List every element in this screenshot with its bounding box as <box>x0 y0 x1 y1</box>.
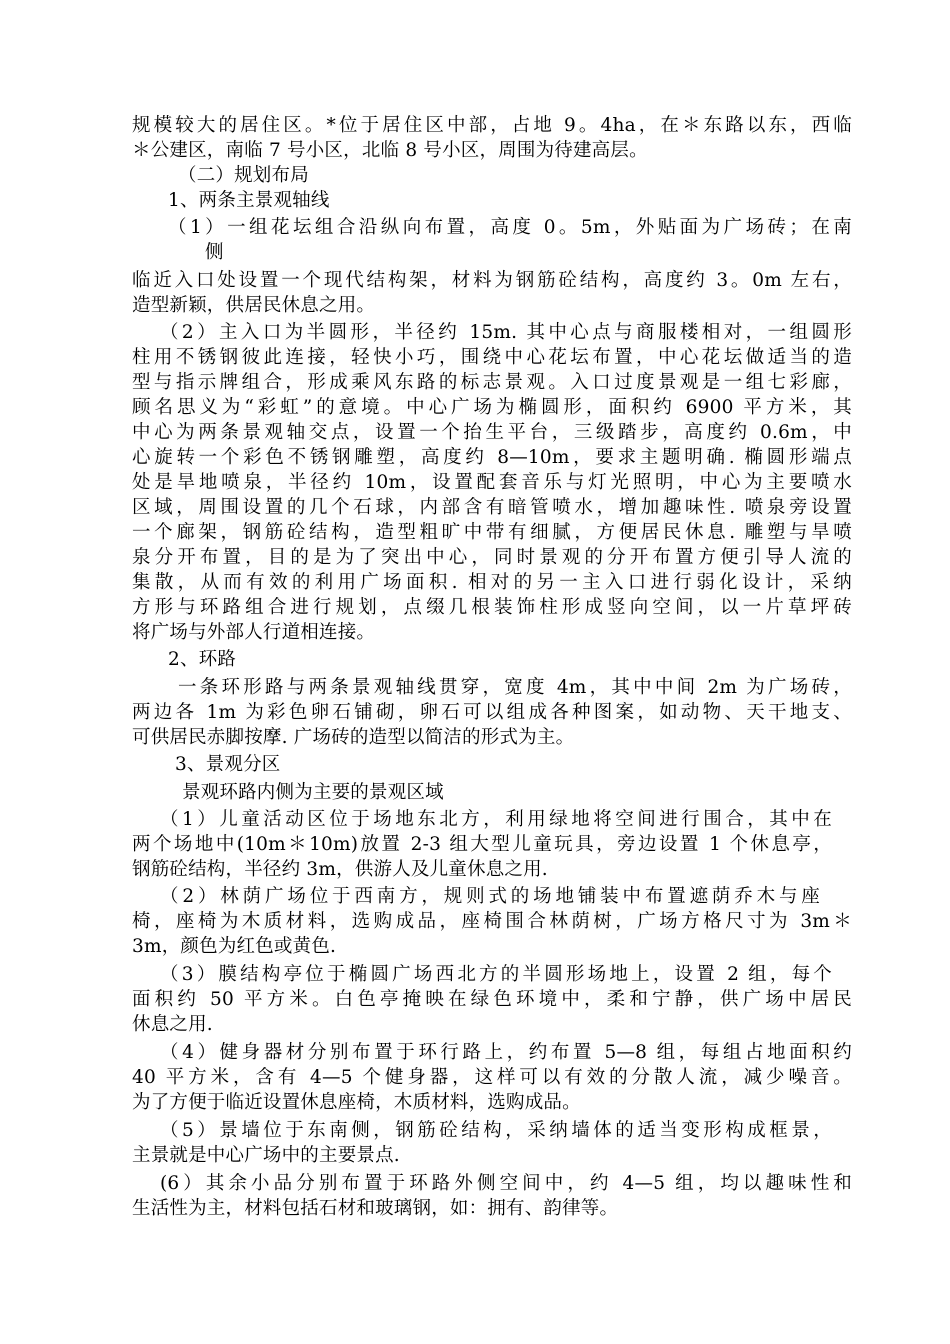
text-line: 40 平方米，含有 4—5 个健身器，这样可以有效的分散人流，减少噪音。 <box>132 1067 852 1088</box>
text-line: 生活性为主，材料包括石材和玻璃钢，如：拥有、韵律等。 <box>132 1198 619 1219</box>
text-line: (6）其余小品分别布置于环路外侧空间中，约 4—5 组，均以趣味性和 <box>160 1173 852 1194</box>
text-line: 两边各 1m 为彩色卵石铺砌，卵石可以组成各种图案，如动物、天干地支、 <box>132 702 852 723</box>
text-line: 为了方便于临近设置休息座椅，木质材料，选购成品。 <box>132 1092 581 1113</box>
text-line: 侧 <box>205 242 224 263</box>
text-line: 集散，从而有效的利用广场面积. 相对的另一主入口进行弱化设计，采纳 <box>132 572 852 593</box>
text-line: （3）膜结构亭位于椭圆广场西北方的半圆形场地上，设置 2 组，每个 <box>160 964 832 985</box>
text-line: 面积约 50 平方米。白色亭掩映在绿色环境中，柔和宁静，供广场中居民 <box>132 989 852 1010</box>
text-line: （4）健身器材分别布置于环行路上，约布置 5—8 组，每组占地面积约 <box>160 1042 852 1063</box>
text-line: 景观环路内侧为主要的景观区域 <box>182 782 444 803</box>
text-line: （2）主入口为半圆形，半径约 15m. 其中心点与商服楼相对，一组圆形 <box>160 322 852 343</box>
text-line: 方形与环路组合进行规划，点缀几根装饰柱形成竖向空间，以一片草坪砖 <box>132 597 852 618</box>
text-line: 主景就是中心广场中的主要景点. <box>132 1145 400 1166</box>
text-line: （5）景墙位于东南侧，钢筋砼结构，采纳墙体的适当变形构成框景， <box>160 1120 832 1141</box>
text-line: （2）林荫广场位于西南方，规则式的场地铺装中布置遮荫乔木与座 <box>160 886 820 907</box>
section-heading: （二）规划布局 <box>178 165 309 186</box>
text-line: 造型新颖，供居民休息之用。 <box>132 295 376 316</box>
text-line: 中心为两条景观轴交点，设置一个抬生平台，三级踏步，高度约 0.6m，中 <box>132 422 852 443</box>
text-line: （1）一组花坛组合沿纵向布置，高度 0。5m，外贴面为广场砖；在南 <box>168 217 852 238</box>
text-line: 3m，颜色为红色或黄色. <box>132 936 337 957</box>
text-line: 一条环形路与两条景观轴线贯穿，宽度 4m，其中中间 2m 为广场砖， <box>178 677 852 698</box>
subsection-heading: 3、景观分区 <box>175 754 281 775</box>
text-line: （1）儿童活动区位于场地东北方，利用绿地将空间进行围合，其中在 <box>160 809 832 830</box>
text-line: 型与指示牌组合，形成乘风东路的标志景观。入口过度景观是一组七彩廊， <box>132 372 852 393</box>
text-line: 心旋转一个彩色不锈钢雕塑，高度约 8—10m，要求主题明确. 椭圆形端点 <box>132 447 852 468</box>
text-line: 顾名思义为“彩虹”的意境。中心广场为椭圆形，面积约 6900 平方米，其 <box>132 397 852 418</box>
text-line: 两个场地中(10m＊10m)放置 2-3 组大型儿童玩具，旁边设置 1 个休息亭， <box>132 834 832 855</box>
text-line: ＊公建区，南临 7 号小区，北临 8 号小区，周围为待建高层。 <box>132 140 648 161</box>
text-line: 椅，座椅为木质材料，选购成品，座椅围合林荫树，广场方格尺寸为 3m＊ <box>132 911 852 932</box>
text-line: 钢筋砼结构，半径约 3m，供游人及儿童休息之用. <box>132 859 548 880</box>
text-line: 一个廊架，钢筋砼结构，造型粗旷中带有细腻，方便居民休息. 雕塑与旱喷 <box>132 522 852 543</box>
text-line: 将广场与外部人行道相连接。 <box>132 622 376 643</box>
text-line: 柱用不锈钢彼此连接，轻快小巧，围绕中心花坛布置，中心花坛做适当的造 <box>132 347 852 368</box>
subsection-heading: 1、两条主景观轴线 <box>168 190 330 211</box>
subsection-heading: 2、环路 <box>168 649 237 670</box>
text-line: 可供居民赤脚按摩. 广场砖的造型以简洁的形式为主。 <box>132 727 575 748</box>
text-line: 规模较大的居住区。*位于居住区中部，占地 9。4ha，在＊东路以东，西临 <box>132 115 852 136</box>
text-line: 区域，周围设置的几个石球，内部含有暗管喷水，增加趣味性. 喷泉旁设置 <box>132 497 852 518</box>
text-line: 处是旱地喷泉，半径约 10m，设置配套音乐与灯光照明，中心为主要喷水 <box>132 472 852 493</box>
text-line: 休息之用. <box>132 1014 213 1035</box>
text-line: 泉分开布置，目的是为了突出中心，同时景观的分开布置方便引导人流的 <box>132 547 852 568</box>
text-line: 临近入口处设置一个现代结构架，材料为钢筋砼结构，高度约 3。0m 左右， <box>132 270 852 291</box>
